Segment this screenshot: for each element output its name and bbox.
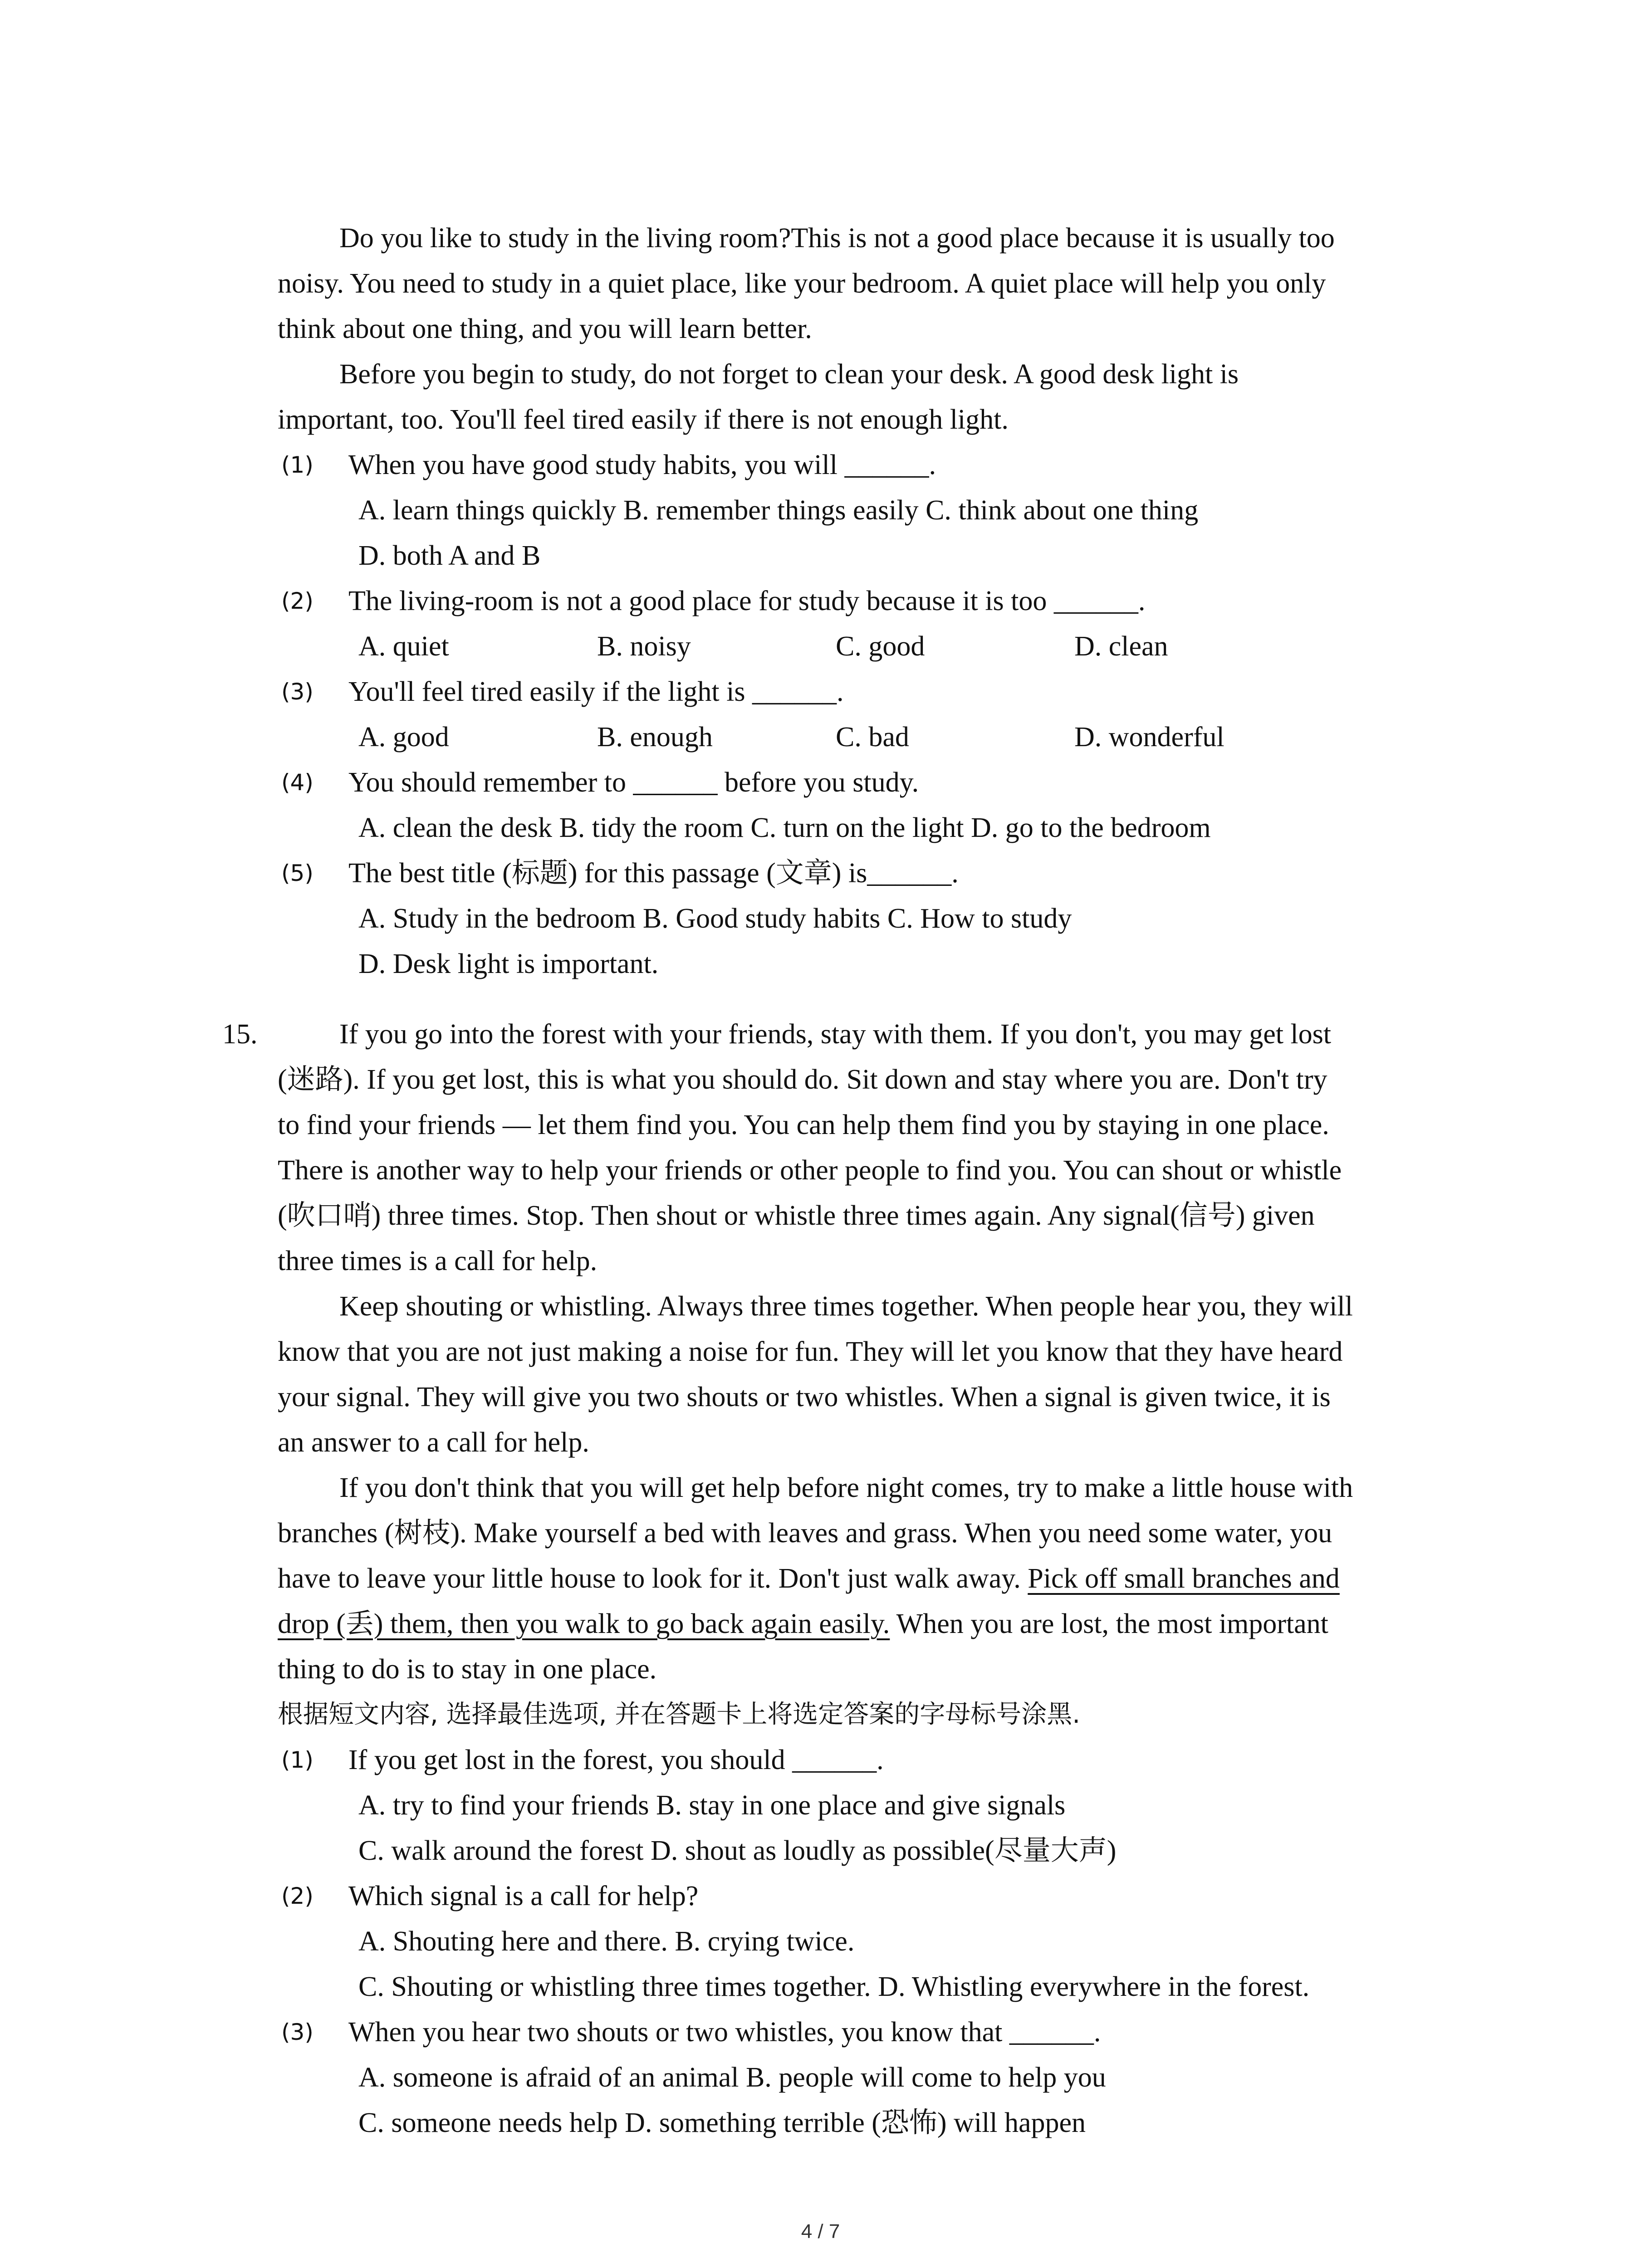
option-c: C. good — [836, 631, 925, 662]
question-text: When you have good study habits, you will ______. — [348, 450, 936, 480]
passage15-para2-line2: know that you are not just making a noise for fun. They will let you know that they have heard — [278, 1336, 1343, 1367]
question-options: A. clean the desk B. tidy the room C. turn on the light D. go to the bedroom — [358, 812, 1211, 843]
underlined-sentence: Pick off small branches and — [1028, 1563, 1340, 1594]
passage15-para3-line4 — [278, 1601, 1328, 1647]
question-options: C. Shouting or whistling three times together. D. Whistling everywhere in the forest. — [358, 1971, 1310, 2002]
question-number: (2) — [281, 1883, 314, 1909]
question-number: (2) — [281, 588, 314, 614]
question-options: A. someone is afraid of an animal B. people will come to help you — [358, 2062, 1106, 2093]
question-text: Which signal is a call for help? — [348, 1881, 699, 1911]
question-options: D. Desk light is important. — [358, 948, 659, 979]
passage15-para1-line5: (吹口哨) three times. Stop. Then shout or whistle three times again. Any signal(信号) given — [278, 1200, 1315, 1231]
option-b: B. noisy — [597, 631, 691, 662]
question-options: A. Study in the bedroom B. Good study habits C. How to study — [358, 903, 1072, 934]
underlined-sentence: drop (丢) them, then you walk to go back again easily. — [278, 1608, 890, 1639]
question-text: When you hear two shouts or two whistles, you know that ______. — [348, 2017, 1101, 2048]
question-text: You should remember to ______ before you study. — [348, 767, 919, 798]
passage15-para1-line1: If you go into the forest with your friends, stay with them. If you don't, you may get lost — [339, 1019, 1332, 1050]
passage15-para3-line2: branches (树枝). Make yourself a bed with leaves and grass. When you need some water, you — [278, 1518, 1332, 1549]
passage14-para2-line1: Before you begin to study, do not forget to clean your desk. A good desk light is — [339, 359, 1239, 390]
plain-text: have to leave your little house to look for it. Don't just walk away. — [278, 1563, 1028, 1594]
passage15-para1-line2: (迷路). If you get lost, this is what you should do. Sit down and stay where you are. Don't try — [278, 1064, 1327, 1095]
passage15-para2-line1: Keep shouting or whistling. Always three times together. When people hear you, they will — [339, 1291, 1353, 1322]
question-options: A. learn things quickly B. remember things easily C. think about one thing — [358, 495, 1199, 526]
option-d: D. clean — [1074, 631, 1168, 662]
passage14-para1-line1: Do you like to study in the living room?This is not a good place because it is usually too — [339, 223, 1335, 254]
question-options: A. Shouting here and there. B. crying twice. — [358, 1926, 855, 1957]
question-text: You'll feel tired easily if the light is ______. — [348, 676, 844, 707]
passage15-para3-line3 — [278, 1556, 1340, 1601]
question-number: (1) — [281, 452, 314, 478]
plain-text: When you are lost, the most important — [890, 1608, 1328, 1639]
question-options: A. try to find your friends B. stay in one place and give signals — [358, 1790, 1066, 1821]
option-b: B. enough — [597, 722, 713, 753]
option-a: A. quiet — [358, 631, 449, 662]
passage15-para1-line3: to find your friends — let them find you. You can help them find you by staying in one place. — [278, 1110, 1329, 1140]
question-options: C. walk around the forest D. shout as loudly as possible(尽量大声) — [358, 1835, 1117, 1866]
passage15-para1-line6: three times is a call for help. — [278, 1246, 598, 1276]
passage14-para1-line3: think about one thing, and you will learn better. — [278, 313, 812, 344]
passage15-para1-line4: There is another way to help your friends or other people to find you. You can shout or whistle — [278, 1155, 1342, 1186]
passage15-para2-line3: your signal. They will give you two shouts or two whistles. When a signal is given twice, it is — [278, 1382, 1331, 1413]
option-c: C. bad — [836, 722, 909, 753]
instruction-text: 根据短文内容, 选择最佳选项, 并在答题卡上将选定答案的字母标号涂黑. — [278, 1700, 1081, 1729]
passage15-para3-line1: If you don't think that you will get help before night comes, try to make a little house with — [339, 1472, 1353, 1503]
question-text: The living-room is not a good place for study because it is too ______. — [348, 586, 1146, 616]
question-number: (5) — [281, 860, 314, 886]
question-number: (4) — [281, 769, 314, 796]
question-text: If you get lost in the forest, you should ______. — [348, 1745, 884, 1775]
question-options: C. someone needs help D. something terrible (恐怖) will happen — [358, 2107, 1086, 2138]
question-number: (3) — [281, 2019, 314, 2045]
question-number: (1) — [281, 1747, 314, 1773]
passage15-number: 15. — [222, 1019, 258, 1050]
option-d: D. wonderful — [1074, 722, 1225, 753]
passage15-para2-line4: an answer to a call for help. — [278, 1427, 589, 1458]
page-number: 4 / 7 — [801, 2220, 840, 2243]
question-text: The best title (标题) for this passage (文章) is______. — [348, 858, 959, 889]
passage15-para3-line5: thing to do is to stay in one place. — [278, 1654, 657, 1685]
option-a: A. good — [358, 722, 449, 753]
question-options: D. both A and B — [358, 540, 541, 571]
passage14-para1-line2: noisy. You need to study in a quiet place, like your bedroom. A quiet place will help you only — [278, 268, 1326, 299]
question-number: (3) — [281, 679, 314, 705]
passage14-para2-line2: important, too. You'll feel tired easily if there is not enough light. — [278, 404, 1009, 435]
